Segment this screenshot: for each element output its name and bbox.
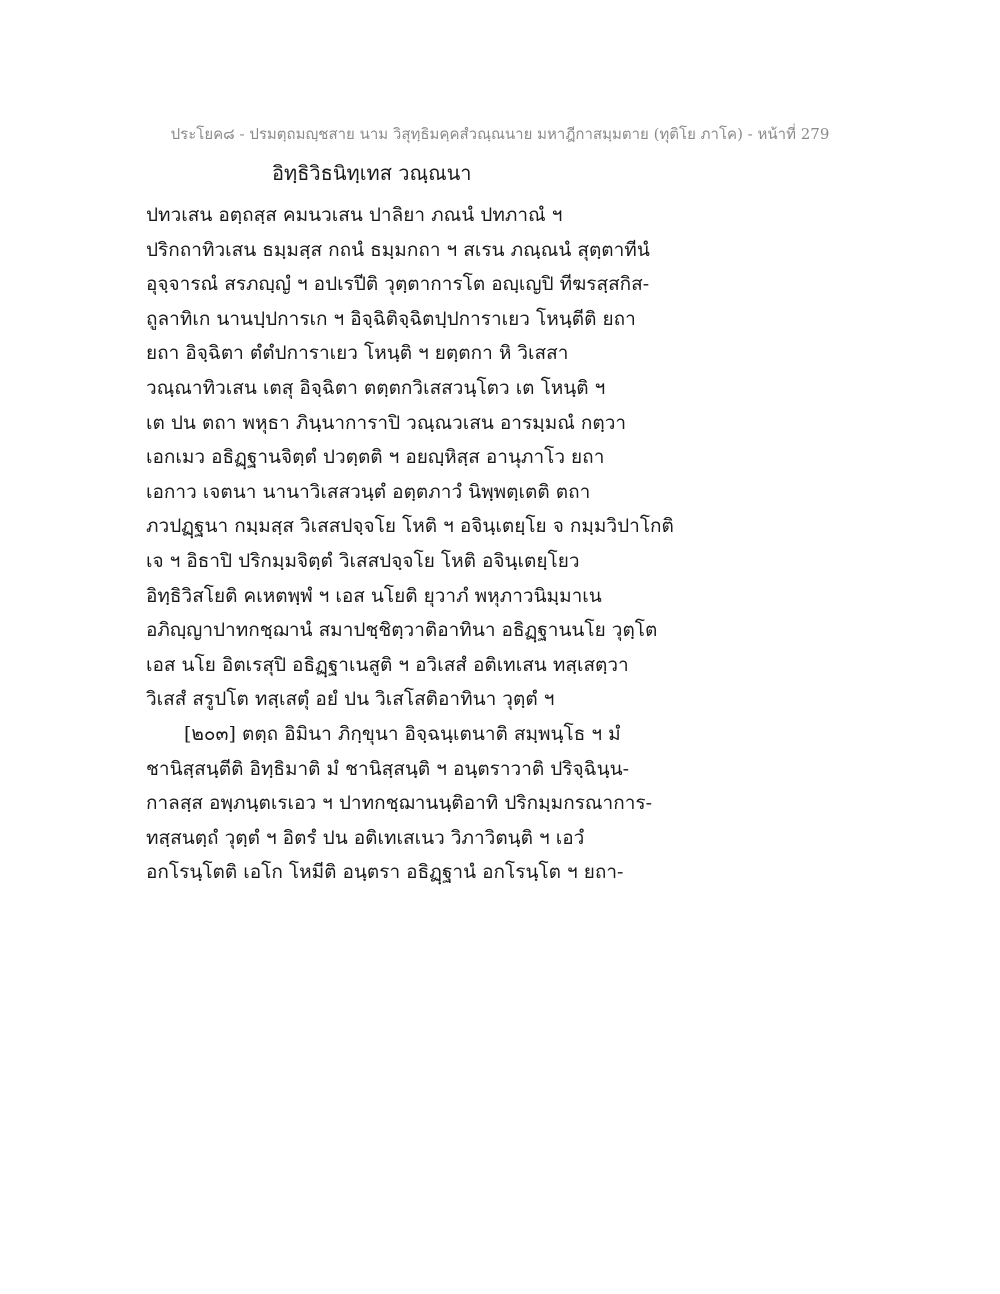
text-line: ภวปฏฺฐนา กมฺมสฺส วิเสสปจฺจโย โหติ ฯ อจินฺเตยฺโย จ กมฺมวิปาโกติ (146, 515, 674, 538)
text-line: อุจฺจารณํ สรภญฺญํ ฯ อปเรปีติ วุตฺตาการโต อญฺเญปิ ทีฆรสฺสกิส- (146, 273, 650, 296)
text-line: เอกเมว อธิฏฺฐานจิตฺตํ ปวตฺตติ ฯ อยญฺหิสฺส อานุภาโว ยถา (146, 446, 605, 469)
running-header: ประโยค๘ - ปรมตฺถมญฺชสาย นาม วิสุทฺธิมคฺคสํวณฺณนาย มหาฎีกาสมฺมตาย (ทุติโย ภาโค) - หน้าที่ 279 (170, 125, 830, 143)
text-line: ถูลาทิเก นานปฺปการเก ฯ อิจฺฉิติจฺฉิตปฺปการาเยว โหนฺตีติ ยถา (146, 307, 636, 330)
body-text (146, 198, 866, 890)
text-line: ยถา อิจฺฉิตา ตํตํปการาเยว โหนฺติ ฯ ยตฺตกา หิ วิเสสา (146, 342, 569, 365)
text-line: เจ ฯ อิธาปิ ปริกมฺมจิตฺตํ วิเสสปจฺจโย โหติ อจินฺเตยฺโยว (146, 549, 580, 572)
text-line: ชานิสฺสนฺตีติ อิทฺธิมาติ มํ ชานิสฺสนฺติ ฯ อนฺตราวาติ ปริจฺฉินฺน- (146, 757, 630, 780)
text-line: วิเสสํ สรูปโต ทสฺเสตุํ อยํ ปน วิเสโสติอาทินา วุตฺตํ ฯ (146, 688, 555, 711)
text-line: ปริกถาทิวเสน ธมฺมสฺส กถนํ ธมฺมกถา ฯ สเรน ภณฺณนํ สุตฺตาทีนํ (146, 238, 650, 261)
paragraph-first-line: [๒๐๓] ตตฺถ อิมินา ภิกฺขุนา อิจฺฉนฺเตนาติ สมฺพนฺโธ ฯ มํ (184, 722, 621, 745)
text-line: อิทฺธิวิสโยติ คเหตพฺพํ ฯ เอส นโยติ ยุวาภํ พหุภาวนิมฺมาเน (146, 584, 602, 607)
text-line: อภิญฺญาปาทกชฺฌานํ สมาปชฺชิตฺวาติอาทินา อธิฏฺฐานนโย วุตฺโต (146, 619, 658, 642)
text-line: เอส นโย อิตเรสุปิ อธิฏฺฐาเนสูติ ฯ อวิเสสํ อติเทเสน ทสฺเสตฺวา (146, 653, 629, 676)
text-line: กาลสฺส อพฺภนฺตเรเอว ฯ ปาทกชฺฌานนฺติอาทิ ปริกมฺมกรณาการ- (146, 792, 652, 815)
text-line: อกโรนฺโตติ เอโก โหมีติ อนฺตรา อธิฏฺฐานํ อกโรนฺโต ฯ ยถา- (146, 861, 624, 884)
text-line: วณฺณาทิวเสน เตสุ อิจฺฉิตา ตตฺตกวิเสสวนฺโตว เต โหนฺติ ฯ (146, 376, 606, 399)
text-line: ทสฺสนตฺถํ วุตฺตํ ฯ อิตรํ ปน อติเทเสเนว วิภาวิตนฺติ ฯ เอวํ (146, 826, 585, 849)
section-heading: อิทฺธิวิธนิทฺเทส วณฺณนา (272, 161, 472, 185)
text-line: เอกาว เจตนา นานาวิเสสวนฺตํ อตฺตภาวํ นิพฺพตฺเตติ ตถา (146, 480, 591, 503)
text-line: เต ปน ตถา พหุธา ภินฺนาการาปิ วณฺณวเสน อารมฺมณํ กตฺวา (146, 411, 627, 434)
text-line: ปทวเสน อตฺถสฺส คมนวเสน ปาลิยา ภณนํ ปทภาณํ ฯ (146, 204, 563, 226)
